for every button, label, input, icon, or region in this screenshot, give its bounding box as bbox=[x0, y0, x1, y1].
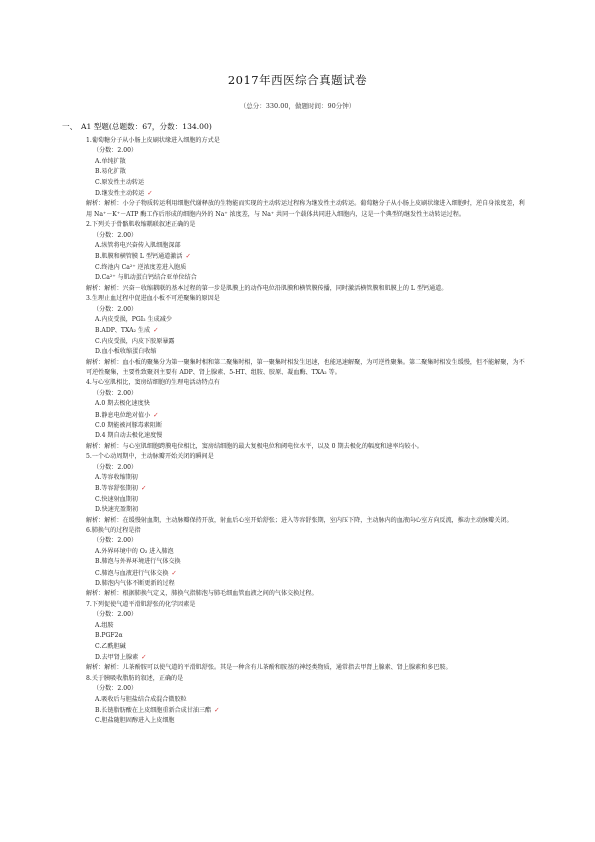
option-c: C.终池内 Ca²⁺ 逆浓度差进入胞质 bbox=[95, 263, 187, 271]
option-b: B.肌膜和横管膜 L 型钙通道激活 ✓ bbox=[95, 252, 191, 261]
question-stem: 2.下列关于骨骼肌收缩耦联叙述正确的是 bbox=[86, 221, 196, 229]
check-mark-icon: ✓ bbox=[147, 189, 153, 198]
option-a: A.等容收缩期初 bbox=[95, 474, 138, 481]
page-title: 2017年西医综合真题试卷 bbox=[227, 73, 368, 87]
question-8 bbox=[86, 674, 526, 727]
exam-meta: （总分：330.00，做题时间：90分钟） bbox=[239, 102, 356, 110]
option-c: C.原发性主动转运 bbox=[95, 178, 145, 186]
option-d: D.4 期自动去极化速度慢 bbox=[95, 432, 163, 440]
question-score: （分数：2.00） bbox=[93, 537, 138, 545]
option-b: B.肺泡与外界环境进行气体交换 bbox=[95, 558, 181, 566]
option-d: D.去甲肾上腺素 ✓ bbox=[95, 652, 147, 661]
option-c: C.内皮受损，内皮下胶原暴露 bbox=[95, 337, 175, 345]
question-stem: 1.葡萄糖分子从小肠上皮刷状缘进入细胞的方式是 bbox=[86, 137, 220, 144]
check-mark-icon: ✓ bbox=[185, 252, 191, 261]
option-a: A.外界环境中的 O₂ 进入肺泡 bbox=[95, 547, 174, 555]
answer-analysis: 解析：解析：儿茶酚胺可以使气道的平滑肌舒张。其是一种含有儿茶酚和胺基的神经类物质，通常指去甲肾上腺素、肾上腺素和多巴胺。 bbox=[86, 664, 452, 672]
question-score: （分数：2.00） bbox=[93, 611, 138, 619]
question-list bbox=[86, 136, 526, 727]
check-mark-icon: ✓ bbox=[153, 410, 159, 419]
option-a: A.单纯扩散 bbox=[95, 157, 126, 165]
question-score: （分数：2.00） bbox=[93, 463, 138, 471]
answer-analysis: 解析：解析：兴奋－收缩耦联的基本过程的第一步是肌膜上的动作电位沿肌膜和横管膜传播，同时激活横管膜和肌膜上的 L 型钙通道。 bbox=[86, 284, 448, 292]
answer-analysis: 解析：解析：根据肺换气定义，肺换气指肺泡与肺毛细血管血液之间的气体交换过程。 bbox=[86, 590, 318, 598]
question-stem: 3.生理止血过程中促进血小板不可逆聚集的原因是 bbox=[86, 295, 220, 303]
option-d: D.血小板收缩蛋白收缩 bbox=[95, 348, 157, 356]
option-b: B.长链脂肪酸在上皮细胞重新合成甘油三酯 ✓ bbox=[95, 705, 220, 714]
option-b: B.ADP、TXA₂ 生成 ✓ bbox=[95, 326, 159, 335]
question-stem: 5.一个心动周期中，主动脉瓣开始关闭的瞬间是 bbox=[86, 453, 214, 461]
question-4 bbox=[86, 378, 526, 452]
question-stem: 4.与心室肌相比，窦房结细胞的生理电活动特点有 bbox=[86, 379, 220, 387]
question-score: （分数：2.00） bbox=[93, 305, 138, 313]
check-mark-icon: ✓ bbox=[140, 484, 147, 493]
check-mark-icon: ✓ bbox=[214, 705, 220, 714]
option-a: A.吸收后与胆盐结合成混合微胶粒 bbox=[95, 695, 187, 703]
option-d: D.Ca²⁺ 与肌动蛋白钙结合亚单位结合 bbox=[95, 274, 197, 282]
option-b: B.静息电位绝对值小 ✓ bbox=[95, 410, 159, 419]
option-d: D.快速充盈期初 bbox=[95, 506, 139, 514]
question-2 bbox=[86, 220, 526, 294]
option-c: C.肺泡与血液进行气体交换 ✓ bbox=[95, 568, 177, 577]
option-c: C.乙酰胆碱 bbox=[95, 642, 126, 650]
option-b: B.易化扩散 bbox=[95, 168, 126, 176]
question-stem: 8.关于胰吸收脂肪的叙述，正确的是 bbox=[86, 674, 184, 682]
answer-analysis: 解析：解析：在缓慢射血期，主动脉瓣保持开放，射血后心室开始舒张；进入等容舒张期，室内压下降，主动脉内的血液向心室方向反流，推动主动脉瓣关闭。 bbox=[86, 516, 513, 524]
answer-analysis: 解析：解析：与心室肌细胞跨膜电位相比，窦房结细胞的最大复极电位和阈电位水平，以及 0 期去极化的幅度和速率均较小。 bbox=[86, 442, 423, 450]
question-score: （分数：2.00） bbox=[93, 389, 138, 397]
option-d: D.继发性主动转运 ✓ bbox=[95, 189, 153, 198]
question-5 bbox=[86, 452, 526, 526]
question-score: （分数：2.00） bbox=[93, 147, 138, 155]
option-b: B.等容舒张期初 ✓ bbox=[95, 484, 147, 493]
question-6 bbox=[86, 526, 526, 600]
check-mark-icon: ✓ bbox=[153, 326, 159, 335]
option-a: A.组胺 bbox=[95, 621, 114, 629]
question-3 bbox=[86, 294, 526, 378]
check-mark-icon: ✓ bbox=[171, 568, 177, 577]
question-score: （分数：2.00） bbox=[93, 685, 138, 693]
option-c: C.胆盐随胆固醇进入上皮细胞 bbox=[95, 717, 175, 725]
option-b: B.PGF2α bbox=[95, 632, 123, 640]
section-heading: 一、 A1 型题(总题数：67，分数：134.00) bbox=[62, 122, 212, 131]
answer-analysis: 解析：解析：小分子物质转运利用细胞代谢释放的生物能而实现的主动转运过程称为继发性主动转运。葡萄糖分子从小肠上皮刷状缘进入细胞时，逆自身浓度差，利用 Na⁺－K⁺－ATP 酶工作后形成的细胞内外的 Na⁺ 浓度差，与 Na⁺ 共同一个载体共同进入细胞内，这是一个典型的继发性主动转运过程。 bbox=[86, 200, 525, 218]
option-c: C.0 期能被河豚毒素阻断 bbox=[95, 421, 163, 429]
option-c: C.快速射血期初 bbox=[95, 495, 138, 503]
option-a: A.内皮受损，PGI₂ 生成减少 bbox=[95, 315, 172, 323]
question-score: （分数：2.00） bbox=[93, 231, 138, 239]
check-mark-icon: ✓ bbox=[141, 652, 147, 661]
question-stem: 7.下列促使气道平滑肌舒张的化学因素是 bbox=[86, 600, 196, 608]
question-stem: 6.肺换气的过程是指 bbox=[86, 527, 141, 535]
question-7 bbox=[86, 600, 526, 674]
question-1 bbox=[86, 136, 526, 220]
option-a: A.纵管将电兴奋传入肌细胞深部 bbox=[95, 242, 181, 250]
option-a: A.0 期去极化速度快 bbox=[95, 400, 150, 408]
answer-analysis: 解析：解析：血小板的聚集分为第一聚集时相和第二聚集时相，第一聚集时相发生迅速，也能迅速解聚，为可逆性聚集。第二聚集时相发生缓慢，但不能解聚，为不可逆性聚集，主要性致聚剂主要有 ADP、肾上腺素、5-HT、组胺、胶原、凝血酶、TXA₂ 等。 bbox=[86, 358, 525, 376]
option-d: D.肺泡内气体不断更新的过程 bbox=[95, 580, 175, 588]
